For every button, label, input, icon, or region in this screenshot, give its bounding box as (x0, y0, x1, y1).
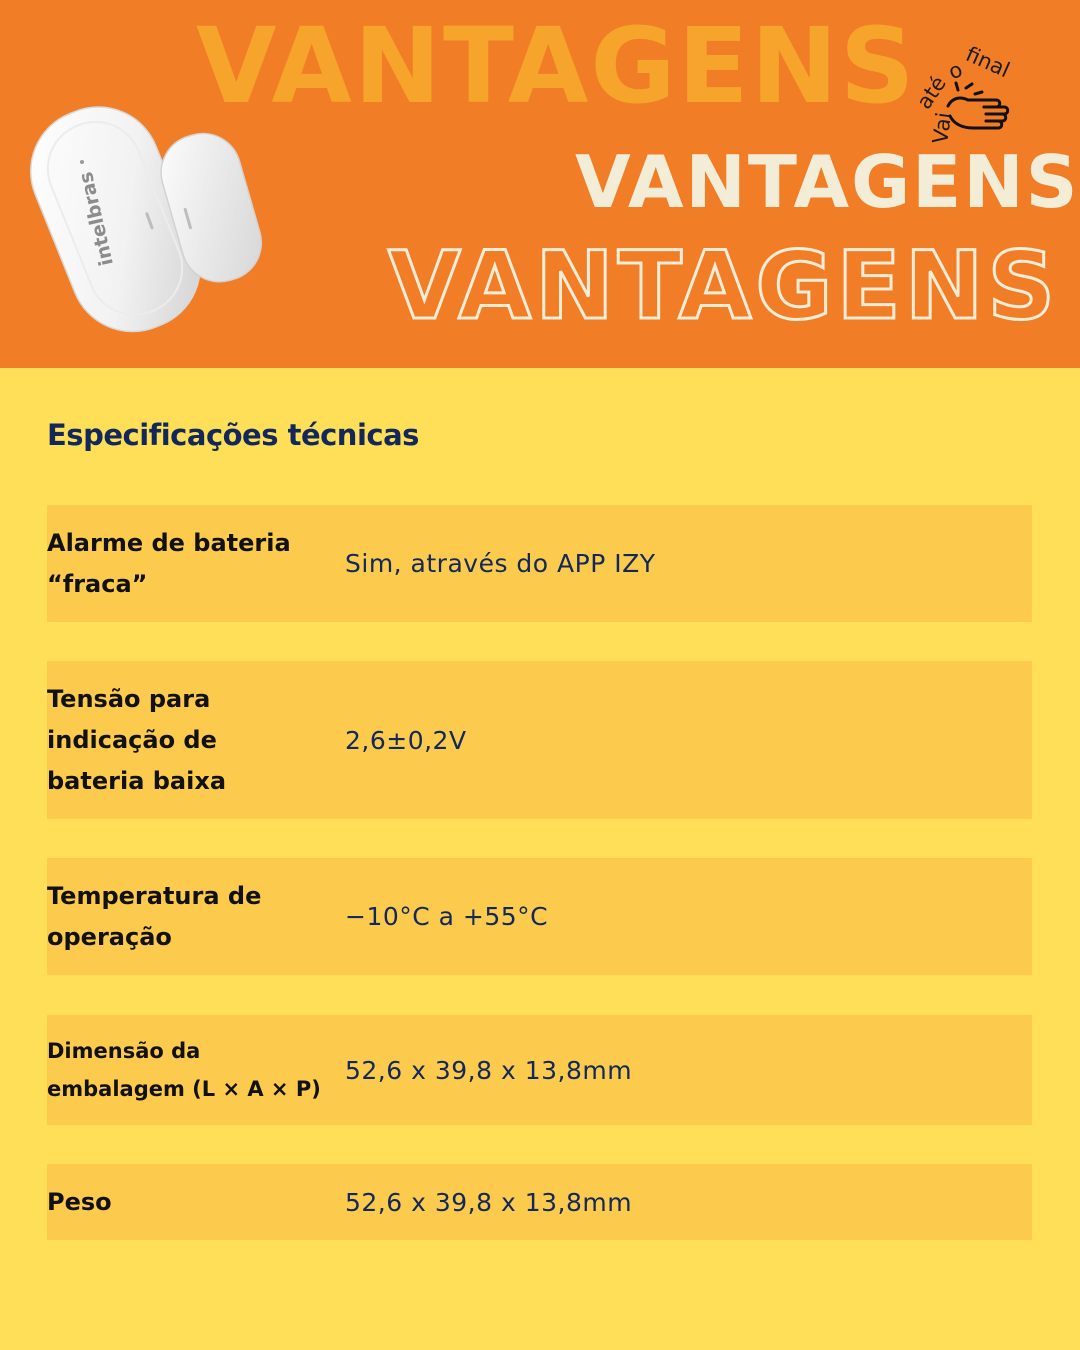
door-sensor-image (20, 72, 270, 342)
spec-value: −10°C a +55°C (345, 902, 549, 931)
pointing-hand-icon (944, 80, 1016, 144)
swipe-hint (888, 30, 1038, 160)
hero-title-cream: VANTAGENS (575, 140, 1080, 224)
hero-title-orange: VANTAGENS (196, 5, 917, 127)
spec-value: 52,6 x 39,8 x 13,8mm (345, 1187, 633, 1217)
swipe-hint-word: até (912, 71, 951, 114)
swipe-hint-word: o (945, 57, 966, 85)
spec-row (47, 505, 1032, 622)
spec-value: 52,6 x 39,8 x 13,8mm (345, 1055, 633, 1085)
swipe-hint-word: Vai (928, 110, 957, 146)
spec-row (47, 1015, 1032, 1125)
swipe-hint-word: final (962, 42, 1014, 83)
device-brand-text: intelbras (74, 169, 118, 268)
spec-label: Dimensão da embalagem (L × A × P) (47, 1039, 321, 1101)
spec-row (47, 858, 1032, 975)
spec-label: Peso (47, 1187, 112, 1216)
specs-heading: Especificações técnicas (47, 418, 419, 452)
spec-label: Temperatura de operação (47, 881, 262, 951)
spec-row (47, 1164, 1032, 1240)
hero-banner (0, 0, 1080, 368)
hero-title-outline: VANTAGENS (388, 232, 1060, 341)
spec-value: Sim, através do APP IZY (345, 549, 656, 578)
spec-label: Alarme de bateria “fraca” (47, 528, 291, 598)
spec-label: Tensão para indicação de bateria baixa (47, 684, 227, 795)
spec-row (47, 661, 1032, 819)
spec-value: 2,6±0,2V (345, 725, 467, 755)
